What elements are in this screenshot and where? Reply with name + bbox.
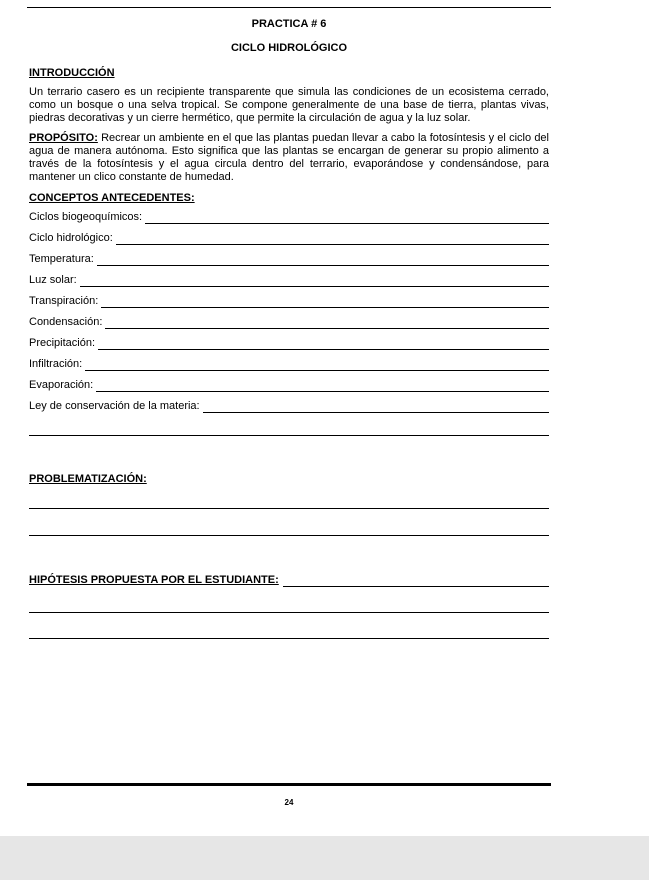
field-temperatura [29,253,549,266]
intro-heading: INTRODUCCIÓN [29,67,115,79]
answer-line[interactable] [29,434,549,436]
answer-line[interactable] [203,403,549,413]
answer-line[interactable] [29,507,549,509]
field-label: Evaporación: [29,379,94,391]
field-label: Condensación: [29,316,103,328]
purpose-text: Recrear un ambiente en el que las plantas puedan llevar a cabo la fotosíntesis y el ciclo del agua de manera autónoma. Esto significa que las plantas se encargan de generar su propio alimento a través de la fotosíntesis y el agua circula dentro del terrario, evaporándose y condensándose, para mantener un clico constante de humedad. [29,132,549,183]
field-condensacion [29,316,549,329]
field-label: Precipitación: [29,337,96,349]
hypothesis-heading: HIPÓTESIS PROPUESTA POR EL ESTUDIANTE: [29,574,279,586]
field-ciclos-biogeoquimicos [29,211,549,224]
field-evaporacion [29,379,549,392]
answer-line[interactable] [29,637,549,639]
field-ciclo-hidrologico [29,232,549,245]
field-label: Ley de conservación de la materia: [29,400,200,412]
problem-heading: PROBLEMATIZACIÓN: [29,473,147,485]
purpose-paragraph [29,132,549,184]
practice-subtitle: CICLO HIDROLÓGICO [230,42,348,54]
answer-line[interactable] [29,534,549,536]
concepts-fields [29,211,549,413]
page-content [29,17,549,639]
field-ley-conservacion [29,400,549,413]
field-luz-solar [29,274,549,287]
bottom-rule [27,783,551,786]
viewer-background-band [0,836,649,880]
intro-paragraph: Un terrario casero es un recipiente transparente que simula las condiciones de un ecosistema cerrado, como un bosque o una selva tropical. Se compone generalmente de una base de tierra, plantas vivas, piedras decorativas y un cierre hermético, que permite la circulación de agua y la luz solar. [29,86,549,124]
answer-line[interactable] [101,298,549,308]
field-precipitacion [29,337,549,350]
field-label: Ciclo hidrológico: [29,232,113,244]
answer-line[interactable] [105,319,549,329]
field-infiltracion [29,358,549,371]
answer-line[interactable] [85,361,549,371]
concepts-heading: CONCEPTOS ANTECEDENTES: [29,192,195,204]
answer-line[interactable] [98,340,549,350]
purpose-heading: PROPÓSITO: [29,132,98,144]
field-label: Ciclos biogeoquímicos: [29,211,143,223]
top-rule [27,7,551,8]
field-transpiracion [29,295,549,308]
field-label: Infiltración: [29,358,83,370]
practice-title: PRACTICA # 6 [251,18,327,30]
page-number: 24 [284,798,294,807]
answer-line[interactable] [283,577,549,587]
answer-line[interactable] [116,235,549,245]
answer-line[interactable] [80,277,549,287]
field-label: Temperatura: [29,253,94,265]
answer-line[interactable] [145,214,549,224]
answer-line[interactable] [29,611,549,613]
field-label: Luz solar: [29,274,77,286]
hypothesis-row [29,574,549,587]
answer-line[interactable] [96,382,549,392]
field-label: Transpiración: [29,295,99,307]
answer-line[interactable] [97,256,549,266]
